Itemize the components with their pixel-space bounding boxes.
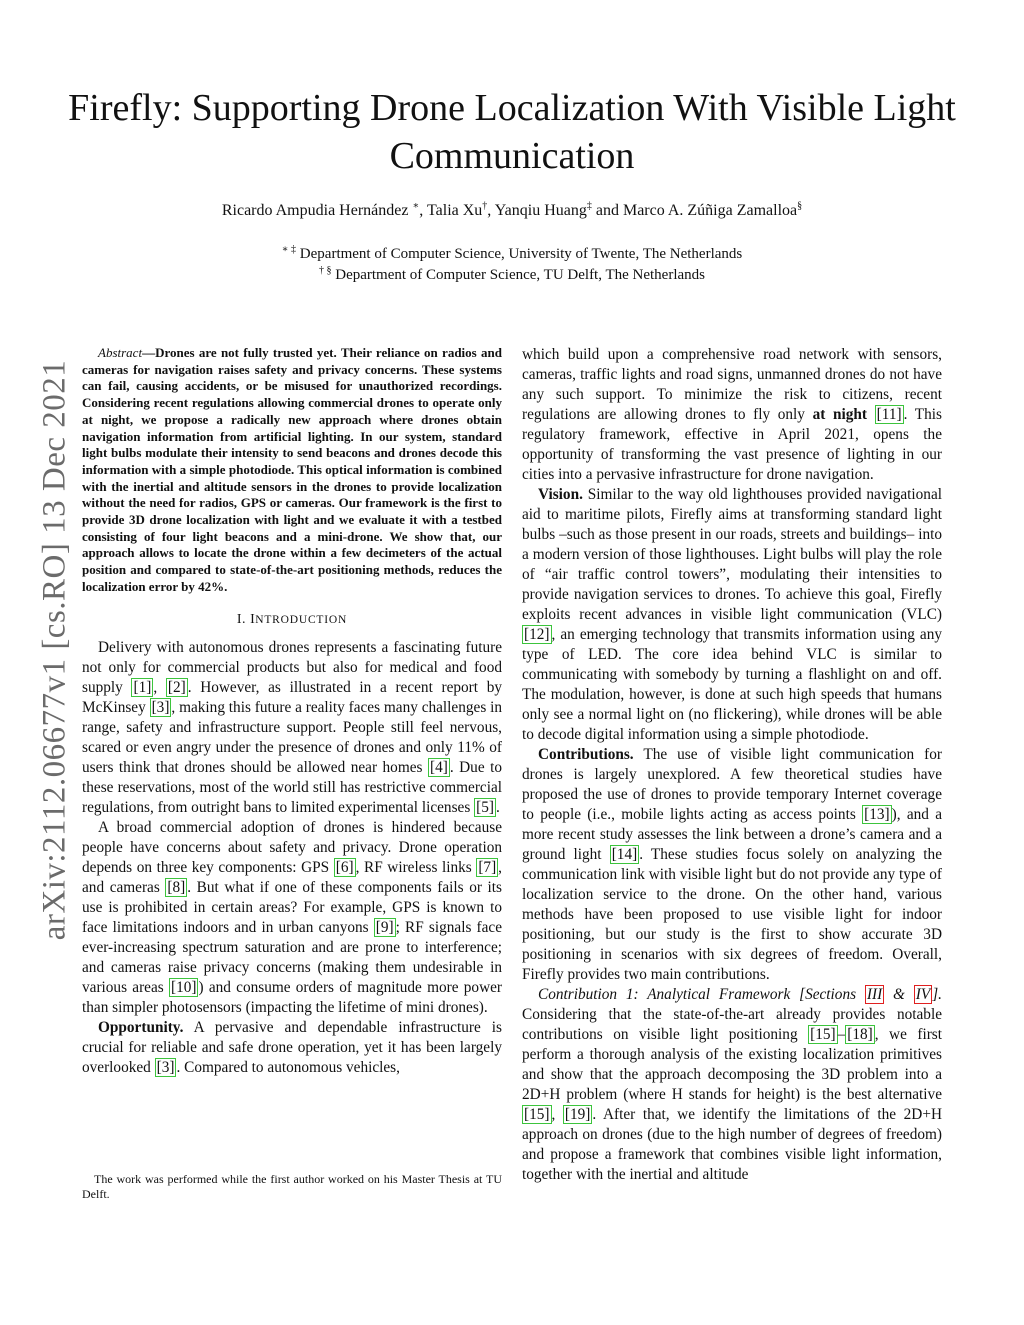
text-run: ]. [932,986,942,1003]
text-run: , making this future a reality faces many challenges in range, safety and infrastructure support. People still feel nervous, scared or even angry under the presence of drones and only 11% of users think that drones should be allowed near homes [82,698,503,776]
affiliation-text: Department of Computer Science, University of Twente, The Netherlands [296,246,743,262]
text-run: & [884,986,914,1003]
paper-title: Firefly: Supporting Drone Localization With Visible Light Communication [68,87,956,177]
section-reference-link[interactable]: IV [915,986,931,1003]
citation-link[interactable]: [6] [335,858,354,876]
author-name: Marco A. Zúñiga Zamalloa [622,202,798,219]
affiliation-mark: ∗ ‡ [281,244,297,255]
paragraph-lead: Opportunity. [98,1018,184,1036]
text-run: . However, as illustrated in a recent report by McKinsey [82,678,503,716]
text-run: . [495,798,500,816]
citation-link[interactable]: [1] [133,678,152,696]
contributions-paragraph [522,745,942,985]
affiliation-mark: † [482,200,488,212]
text-run: . Compared to autonomous vehicles, [176,1058,400,1076]
affiliation-mark: ∗ [412,200,420,212]
section-title-rest: NTRODUCTION [255,613,348,626]
text-run: Similar to the way old lighthouses provided navigational aid to maritime pilots, Firefly aims at transforming standard light bulbs –such as those present in our roads, streets and buildings– into a modern version of those lighthouses. Light bulbs will play the role of “air traffic control towers”, modulating their intensities to provide navigation services to drones. To achieve this goal, Firefly exploits recent advances in visible light communication (VLC) [522,486,942,623]
author-separator: , [419,202,427,219]
paragraph-lead: Contributions. [538,746,634,763]
citation-link[interactable]: [11] [876,406,902,423]
author-name: Talia Xu [426,202,483,219]
intro-paragraph-3 [82,1018,502,1078]
right-paragraph-1 [522,345,942,485]
contribution-1-paragraph [522,985,942,1185]
citation-link[interactable]: [12] [524,626,550,643]
text-run: , RF wireless links [355,858,477,876]
affiliation-mark: ‡ [586,200,592,212]
right-column [522,345,942,1185]
text-run: Delivery with autonomous drones represents a fascinating future not only for commercial products but also for medical and food supply [82,638,502,696]
citation-link[interactable]: [4] [429,758,448,776]
footnote [82,1172,502,1202]
text-run: . Due to these reservations, most of the world still has restrictive commercial regulations, from outright bans to limited experimental licenses [82,758,503,816]
citation-link[interactable]: [9] [375,918,394,936]
intro-paragraph-2 [82,818,502,1018]
author-list [60,202,964,220]
vision-paragraph [522,485,942,745]
text-run: . These studies focus solely on analyzing the communication link with visible light but do not provide any type of localization service to the drone. On the other hand, various methods have been proposed to use visible light for indoor positioning, but our study is the first to show accurate 3D positioning in scenarios with six degrees of freedom. Overall, Firefly provides two main contributions. [522,846,942,983]
emphasis: at night [812,406,868,423]
citation-link[interactable]: [15] [524,1106,550,1123]
section-initial: I [250,611,256,627]
citation-link[interactable]: [7] [478,858,497,876]
contribution-heading [538,985,942,1004]
text-run: . But what if one of these components fails or its use is prohibited in certain areas? For example, GPS is known to face limitations indoors and in urban canyons [82,878,502,936]
text-run: . This regulatory framework, effective in April 2021, opens the opportunity of transforming the vast presence of lighting in our cities into a pervasive infrastructure for drone navigation. [522,406,942,483]
arxiv-id[interactable]: arXiv:2112.06677v1 [cs.RO] 13 Dec 2021 [36,359,73,941]
text-run: ) and consume orders of magnitude more power than simpler photosensors (impacting the lifetime of mini drones). [82,978,502,1016]
citation-link[interactable]: [3] [156,1058,175,1076]
footnote-text: The work was performed while the first author worked on his Master Thesis at TU Delft. [82,1172,502,1201]
text-run [867,406,875,423]
section-numeral: I. [236,611,251,627]
section-reference-link[interactable]: III [866,986,883,1003]
author-name: Yanqiu Huang [494,202,587,219]
affiliation-text: Department of Computer Science, TU Delft, The Netherlands [331,267,705,283]
text-run: . After that, we identify the limitations of the 2D+H approach on drones (due to the high number of degrees of freedom) and propose a framework that combines visible light information, together with the inertial and altitude [522,1106,942,1183]
citation-link[interactable]: [15] [810,1026,836,1043]
abstract-text: —Drones are not fully trusted yet. Their reliance on radios and cameras for navigation raises safety and privacy concerns. These systems can fail, causing accidents, or be misused for unauthorized recordings. Considering recent regulations allowing commercial drones to operate only at night, we propose a radically new approach where drones obtain navigation information from artificial lighting. In our system, standard light bulbs modulate their intensity to send beacons and drones decode this information with a simple photodiode. This optical information is combined with the inertial and altitude sensors in the drones to provide localization without the need for radios, GPS or cameras. Our framework is the first to provide 3D drone localization with light and we evaluate it with a testbed consisting of four light beacons and a mini-drone. We show that, our approach allows to locate the drone within a few decimeters of the actual position and compared to state-of-the-art positioning methods, reduces the localization error by 42%. [82,345,502,594]
text-run: – [837,1026,846,1043]
section-heading-introduction [82,610,502,630]
text-run: ; RF signals face ever-increasing spectrum saturation and are prone to interference; and cameras raise privacy concerns (making them undesirable in various areas [82,918,503,996]
left-column [82,345,502,1078]
affiliation-mark: § [797,200,803,212]
citation-link[interactable]: [14] [611,846,638,863]
text-run: which build upon a comprehensive road network with sensors, cameras, traffic lights and road signs, unmanned drones do not have any such support. To minimize the risk to citizens, recent regulations are allowing drones to fly only [522,346,942,423]
affiliation-mark: † § [319,265,332,276]
affiliation-twente [60,246,964,263]
citation-link[interactable]: [19] [564,1106,591,1123]
text-run: Considering that the state-of-the-art already provides notable contributions on visible light positioning [522,1006,942,1043]
author-separator: , [487,202,495,219]
paragraph-lead: Vision. [538,486,583,503]
text-run: , [551,1106,563,1123]
text-run: Contribution 1: Analytical Framework [Sections [538,986,865,1003]
citation-link[interactable]: [10] [170,978,197,996]
text-run: A pervasive and dependable infrastructure is crucial for reliable and safe drone operation, yet it has been largely overlooked [82,1018,502,1076]
citation-link[interactable]: [13] [864,806,890,823]
text-run: The use of visible light communication for drones is largely unexplored. A few theoretical studies have proposed the use of drones to provide temporary Internet coverage to people (i.e., mobile lights acting as access points [522,746,942,823]
text-run: A broad commercial adoption of drones is hindered because people have concerns about safety and privacy. Drone operation depends on three key components: GPS [82,818,502,876]
author-name: Ricardo Ampudia Hernández [221,202,409,219]
citation-link[interactable]: [18] [847,1026,873,1043]
text-run: , [153,678,166,696]
text-run: , an emerging technology that transmits information using any type of LED. The core idea behind VLC is similar to communicating with somebody by turning a flashlight on and off. The modulation, however, is done at such high speeds that humans only see a normal light on (no flickering), while drones will be able to decode digital information using a simple photodiode. [522,626,942,743]
intro-paragraph-1 [82,638,502,818]
text-run: ), and a more recent study assesses the link between a drone’s camera and a ground light [522,806,942,863]
citation-link[interactable]: [2] [167,678,186,696]
abstract-label: Abstract [98,345,143,360]
citation-link[interactable]: [8] [167,878,186,896]
affiliation-delft [60,267,964,284]
citation-link[interactable]: [3] [151,698,170,716]
text-run: , we first perform a thorough analysis of the existing localization primitives and show that the approach decomposing the 3D problem into a 2D+H problem (where H stands for height) is the best alternative [522,1026,943,1103]
text-run: , and cameras [82,858,502,896]
abstract [82,345,502,596]
author-separator: and [591,202,623,219]
citation-link[interactable]: [5] [476,798,494,816]
